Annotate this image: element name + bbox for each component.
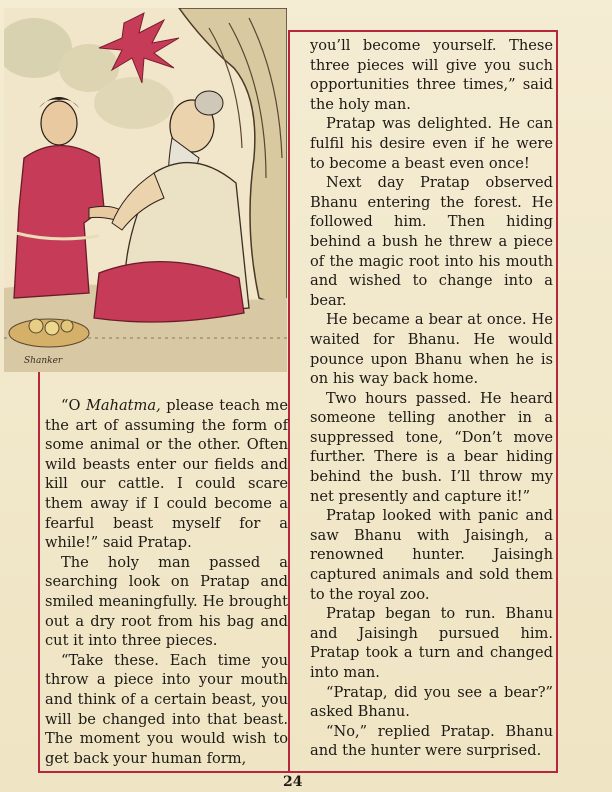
paragraph: The holy man passed a searching look on Pratap and smiled meaningfully. He brought out a dry root from his bag and cut it into three pieces.	[45, 553, 288, 650]
svg-text:Shanker: Shanker	[24, 356, 63, 366]
paragraph: you’ll become yourself. These three pieces will give you such opportunities three times,” said the holy man.	[310, 37, 553, 113]
paragraph: “Take these. Each time you throw a piece into your mouth and think of a certain beast, you will be changed into that beast. The moment you would wish to get back your human form,	[45, 651, 288, 767]
paragraph: Pratap began to run. Bhanu and Jaisingh pursued him. Pratap took a turn and changed into man.	[310, 605, 553, 681]
paragraph	[45, 396, 288, 553]
frame-right	[556, 30, 558, 772]
paragraph: “No,” replied Pratap. Bhanu and the hunter were surprised.	[310, 722, 553, 760]
text-run: please teach me the art of assuming the form of some animal or the other. Often wild beasts enter our fields and kill our cattle. I could scare them away if I could become a fearful beast myself for a while!” said Pratap.	[45, 397, 288, 552]
frame-top-right	[288, 30, 556, 32]
paragraph: He became a bear at once. He waited for Bhanu. He would pounce upon Bhanu when he is on his way back home.	[310, 311, 553, 388]
paragraph: Next day Pratap observed Bhanu entering the forest. He followed him. Then hiding behind a bush he threw a piece of the magic root into his mouth and wished to change into a bear.	[310, 174, 553, 309]
text-run: “O	[61, 397, 86, 414]
page-number: 24	[283, 774, 303, 790]
frame-left	[38, 372, 40, 772]
paragraph: “Pratap, did you see a bear?” asked Bhanu.	[310, 683, 553, 721]
italic-word: Mahatma,	[85, 397, 161, 414]
frame-bottom	[38, 771, 558, 773]
illustration-hermit-and-pratap-icon	[4, 8, 287, 372]
right-text-column	[310, 36, 553, 761]
paragraph: Pratap was delighted. He can fulfil his desire even if he were to become a beast even once!	[310, 115, 553, 172]
frame-center-divider	[288, 30, 290, 772]
paragraph: Pratap looked with panic and saw Bhanu with Jaisingh, a renowned hunter. Jaisingh captured animals and sold them to the royal zoo.	[310, 507, 553, 603]
story-illustration	[4, 8, 287, 372]
paragraph: Two hours passed. He heard someone telling another in a suppressed tone, “Don’t move further. There is a bear hiding behind the bush. I’ll throw my net presently and capture it!”	[310, 389, 553, 505]
left-text-column	[45, 396, 288, 768]
